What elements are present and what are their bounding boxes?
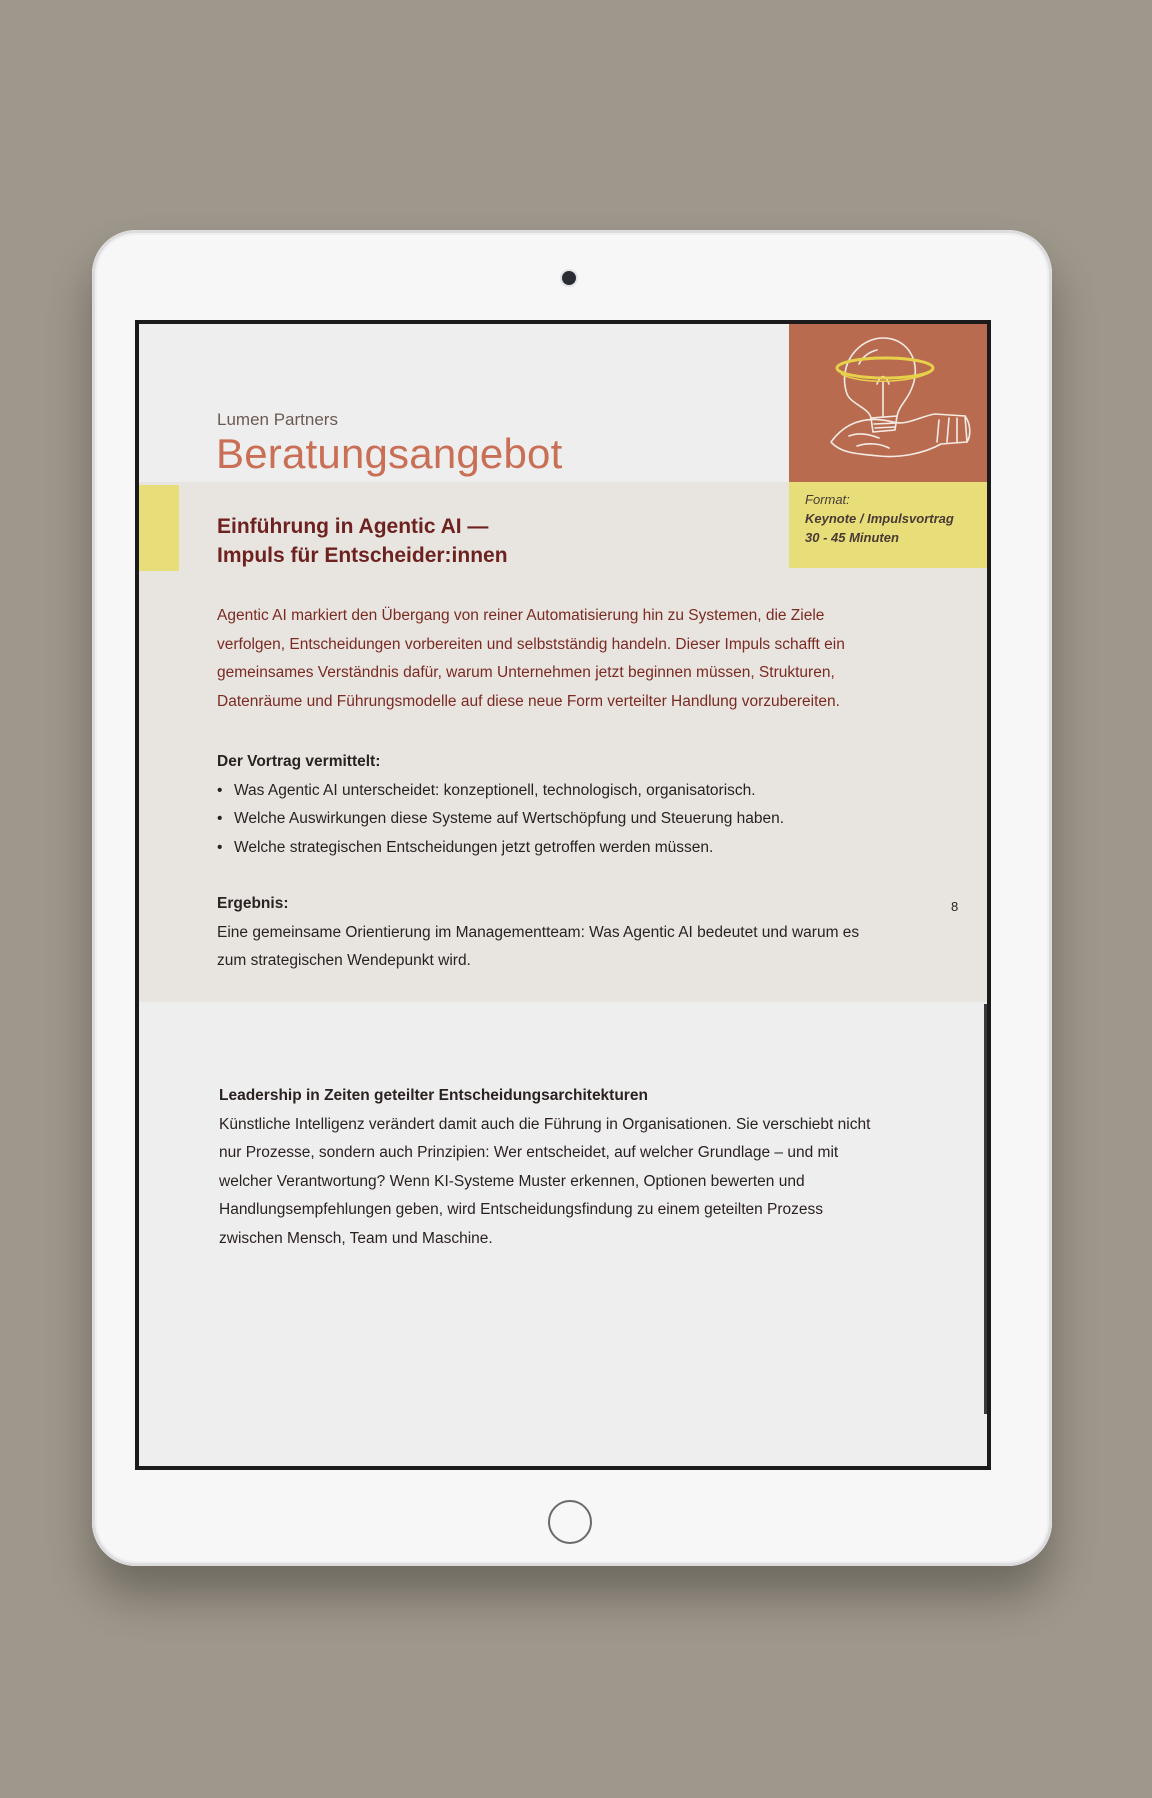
home-button[interactable]: [548, 1500, 592, 1544]
tablet-frame: [92, 230, 1052, 1566]
document-page[interactable]: [139, 324, 987, 1466]
brand-name: Lumen Partners: [217, 410, 338, 429]
list-item: • Was Agentic AI unterscheidet: konzeptionell, technologisch, organisatorisch.: [217, 777, 857, 806]
list-item: • Welche strategischen Entscheidungen jetzt getroffen werden müssen.: [217, 834, 857, 863]
result-block: [217, 890, 877, 976]
page-title: Beratungsangebot: [216, 430, 563, 477]
list-label: Der Vortrag vermittelt:: [217, 753, 381, 770]
leadership-text: Künstliche Intelligenz verändert damit auch die Führung in Organisationen. Sie verschiebt nicht nur Prozesse, sondern auch Prinzipien: Wer entscheidet, auf welcher Grundlage – und mit welcher Verantwortung? Wenn KI-Systeme Muster erkennen, Optionen bewerten und Handlungsempfehlungen geben, wird Entscheidungsfindung zu einem geteilten Prozess zwischen Mensch, Team und Maschine.: [219, 1115, 871, 1247]
format-type: Keynote / Impulsvortrag: [805, 511, 954, 526]
page-edge-shadow: [984, 1004, 987, 1414]
lightbulb-illustration: [789, 324, 987, 482]
talk-content-block: [217, 748, 857, 862]
left-accent-bar: [139, 485, 179, 571]
bullet-list: [217, 777, 857, 863]
hand-holding-lightbulb-icon: [789, 324, 987, 484]
page-number: 8: [951, 899, 959, 914]
leadership-heading: Leadership in Zeiten geteilter Entscheidungsarchitekturen: [219, 1087, 648, 1104]
intro-paragraph: Agentic AI markiert den Übergang von reiner Automatisierung hin zu Systemen, die Ziele verfolgen, Entscheidungen vorbereiten und selbstständig handeln. Dieser Impuls schafft ein gemeinsames Verständnis dafür, warum Unternehmen jetzt beginnen müssen, Strukturen, Datenräume und Führungsmodelle auf diese neue Form verteilter Handlung vorzubereiten.: [217, 607, 845, 710]
list-item: • Welche Auswirkungen diese Systeme auf Wertschöpfung und Steuerung haben.: [217, 805, 857, 834]
format-duration: 30 - 45 Minuten: [805, 530, 899, 545]
section-heading: [217, 512, 657, 570]
result-text: Eine gemeinsame Orientierung im Managementteam: Was Agentic AI bedeutet und warum es zum strategischen Wendepunkt wird.: [217, 923, 860, 969]
camera-icon: [562, 271, 576, 285]
format-label: Format:: [805, 492, 850, 507]
tablet-screen: [135, 320, 991, 1470]
section-heading-line2: Impuls für Entscheider:innen: [217, 544, 508, 567]
result-label: Ergebnis:: [217, 895, 289, 912]
format-info-box: [789, 482, 987, 568]
leadership-section: [219, 1082, 879, 1253]
section-heading-line1: Einführung in Agentic AI —: [217, 515, 489, 538]
